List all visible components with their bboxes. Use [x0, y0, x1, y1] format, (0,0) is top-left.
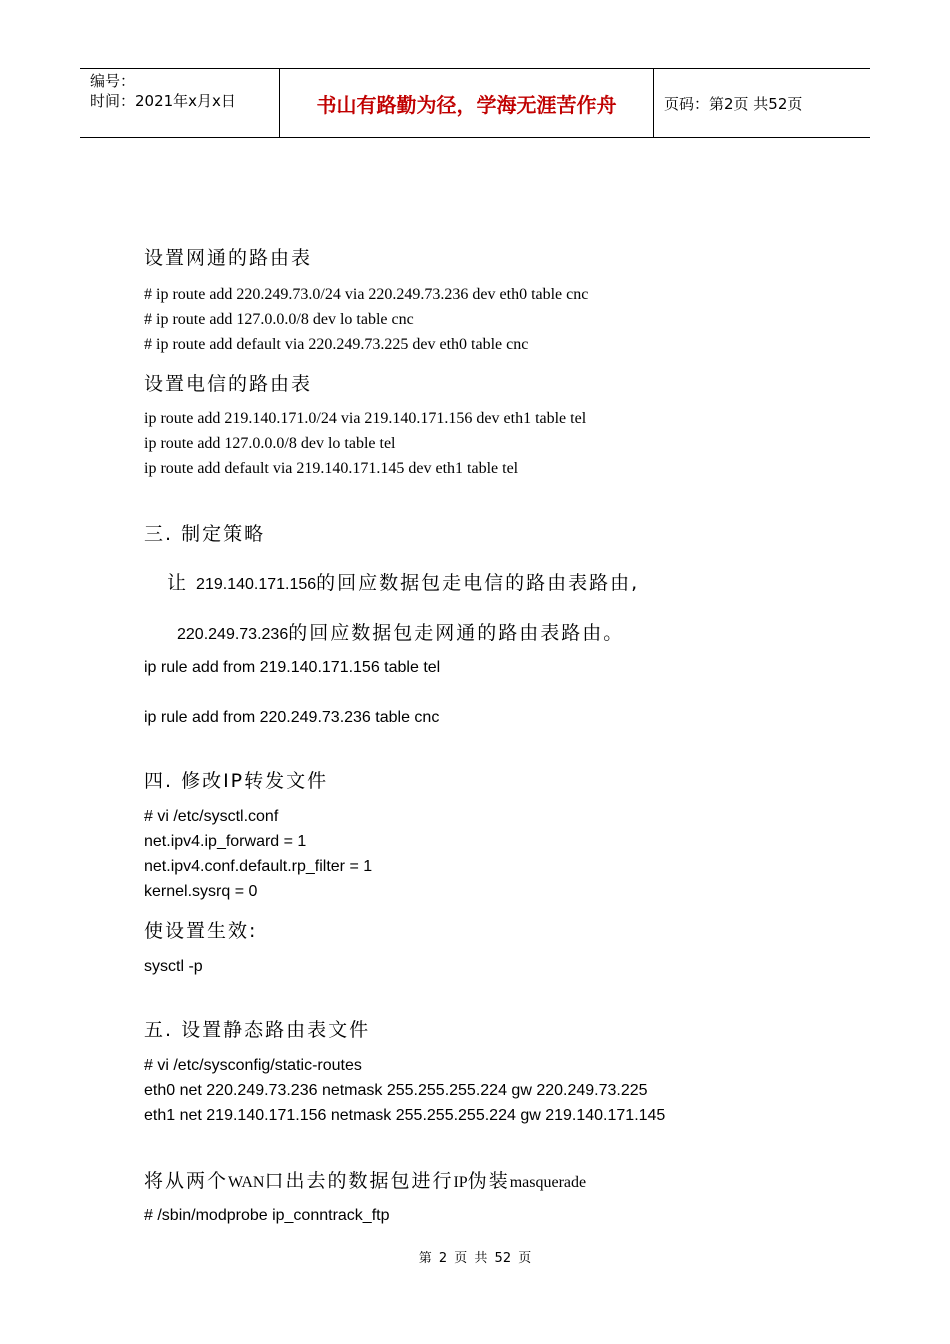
section-3-heading: 三. 制定策略: [144, 523, 266, 545]
policy-line-2: [177, 618, 624, 645]
cnc-route-line-2: # ip route add 127.0.0.0/8 dev lo table cnc: [144, 311, 414, 328]
static-routes-line-2: eth0 net 220.249.73.236 netmask 255.255.255.224 gw 220.249.73.225: [144, 1082, 648, 1099]
apply-command: sysctl -p: [144, 958, 203, 975]
page-info-text: 页码：第2页 共52页: [664, 94, 803, 113]
sysctl-line-4: kernel.sysrq = 0: [144, 883, 258, 900]
masq-word: masquerade: [509, 1174, 587, 1191]
tel-route-line-3: ip route add default via 219.140.171.145 dev eth1 table tel: [144, 460, 519, 477]
header-number-label: 编号：: [90, 72, 136, 90]
apply-heading: 使设置生效:: [144, 920, 258, 942]
masq-wan: WAN: [228, 1174, 265, 1191]
policy-line-1-text: 的回应数据包走电信的路由表路由,: [316, 572, 640, 594]
policy-line-1-ip: 219.140.171.156: [196, 576, 317, 593]
tel-route-line-1: ip route add 219.140.171.0/24 via 219.140.171.156 dev eth1 table tel: [144, 410, 587, 427]
sysctl-line-1: # vi /etc/sysctl.conf: [144, 808, 279, 825]
masq-mid: 口出去的数据包进行: [264, 1170, 454, 1192]
policy-line-1-prefix: 让: [167, 572, 197, 594]
header-meta: [80, 69, 280, 137]
header-time: 时间：2021年x月x日: [90, 92, 236, 110]
cnc-route-heading: 设置网通的路由表: [144, 247, 313, 269]
policy-line-2-text: 的回应数据包走网通的路由表路由。: [288, 622, 625, 644]
static-routes-line-3: eth1 net 219.140.171.156 netmask 255.255.255.224 gw 219.140.171.145: [144, 1107, 666, 1124]
page-footer: 第 2 页 共 52 页: [418, 1251, 532, 1266]
rule-line-2: ip rule add from 220.249.73.236 table cnc: [144, 709, 440, 726]
header-page-info: [654, 69, 870, 137]
header-motto: [280, 69, 654, 137]
section-5-heading: 五. 设置静态路由表文件: [144, 1019, 371, 1041]
masq-prefix: 将从两个: [144, 1170, 229, 1192]
policy-line-2-ip: 220.249.73.236: [177, 626, 289, 643]
cnc-route-line-3: # ip route add default via 220.249.73.225 dev eth0 table cnc: [144, 336, 529, 353]
static-routes-line-1: # vi /etc/sysconfig/static-routes: [144, 1057, 362, 1074]
page-header: [80, 68, 870, 138]
modprobe-command: # /sbin/modprobe ip_conntrack_ftp: [144, 1207, 390, 1224]
tel-route-line-2: ip route add 127.0.0.0/8 dev lo table tel: [144, 435, 396, 452]
policy-line-1: [167, 568, 639, 595]
masq-suffix: 伪装: [467, 1170, 510, 1192]
tel-route-heading: 设置电信的路由表: [144, 373, 313, 395]
motto-text: 书山有路勤为径，学海无涯苦作舟: [316, 92, 617, 117]
section-4-heading: 四. 修改IP转发文件: [144, 770, 329, 792]
sysctl-line-3: net.ipv4.conf.default.rp_filter = 1: [144, 858, 373, 875]
masq-ip: IP: [453, 1174, 468, 1191]
cnc-route-line-1: # ip route add 220.249.73.0/24 via 220.249.73.236 dev eth0 table cnc: [144, 286, 589, 303]
masquerade-heading: [144, 1166, 586, 1193]
rule-line-1: ip rule add from 219.140.171.156 table tel: [144, 659, 441, 676]
sysctl-line-2: net.ipv4.ip_forward = 1: [144, 833, 307, 850]
